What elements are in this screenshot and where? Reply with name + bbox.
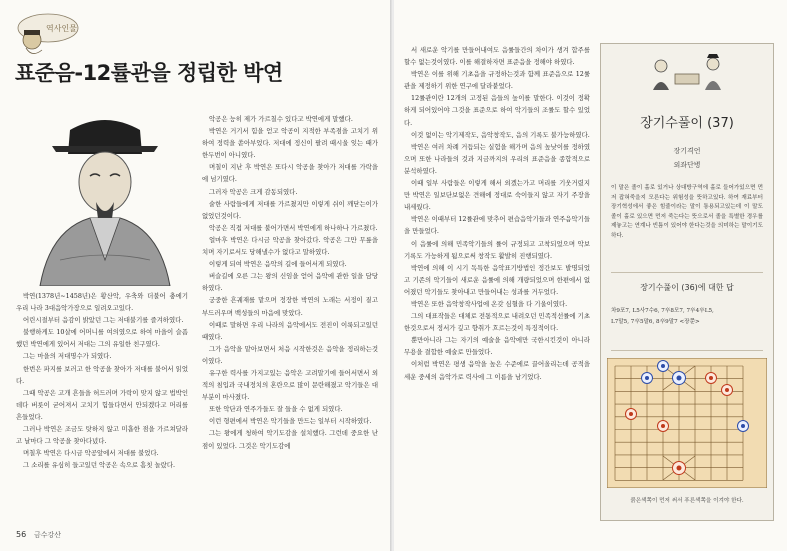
janggi-board (607, 358, 767, 488)
paragraph: 이 음률에 의해 민족악기들의 률이 규정되고 고착되었으며 악보기록도 가능하게 됨으로써 창작도 활발히 진행되였다. (404, 239, 590, 260)
janggi-piece (706, 373, 717, 384)
janggi-players-illustration (645, 52, 729, 92)
janggi-piece (658, 361, 669, 372)
janggi-piece (658, 421, 669, 432)
divider (611, 272, 763, 273)
paragraph: 이때로 말하면 우리 나라의 음악에서도 전진이 이룩되고있던 때였다. (202, 320, 378, 341)
sidebar-subtitle: 장기격언 (673, 147, 701, 155)
paragraph: 유구한 력사를 가지고있는 음악은 고려말기에 들어서면서 외적의 침입과 국내정치의 혼란으로 많이 문란해졌고 악기들은 대부분이 마사졌다. (202, 368, 378, 402)
paragraph: 그때 악공은 고개 흔들을 허드러며 가락이 맞지 않고 법박인데다 버릇이 굳어져서 고치기 힘들다면서 안되겠다고 머리를 흔들었다. (16, 388, 188, 421)
paragraph: 며칠후 박연은 다시금 악공앞에서 저대를 불었다. (23, 449, 159, 458)
paragraph: 며칠이 지난 후 박연은 또다시 악공을 찾아가 저대를 가락을에 넘기였다. (202, 163, 378, 184)
paragraph: 박연은 거기서 힘을 얻고 악공이 지적한 부족점을 고치기 위하여 정력을 쏟아부었다. 저대에 정신이 팔려 때시울 잊는 때가 한두번이 아니였다. (202, 127, 378, 160)
left-page (0, 0, 392, 551)
paragraph: 그 소리를 유심히 들고있던 악공은 속으로 흠칫 놀랐다. (23, 461, 176, 470)
answer-title: 장기수풀이 (36)에 대한 답 (640, 283, 734, 292)
magazine-name: 금수강산 (34, 531, 62, 539)
sidebar-proverb: 외좌단병 (673, 161, 701, 169)
paragraph: 이렇게 되여 박연은 음악의 길에 들어서게 되였다. (209, 260, 347, 269)
janggi-piece (642, 373, 653, 384)
paragraph: 그러나 박연은 조금도 탓하지 않고 미흡한 점을 가르쳐달라고 날마다 그 악공을 찾아다녔다. (16, 425, 188, 446)
paragraph: 이런 형편에서 박연은 악기들을 만드는 일부터 시작하였다. (209, 417, 372, 426)
article-column-3 (404, 44, 590, 383)
divider (611, 350, 763, 351)
paragraph: 숱한 사람들에게 저대를 가르쳤지만 이렇게 쉬이 깨닫는이가 없었던것이다. (202, 199, 378, 220)
paragraph: 그는 마을의 저대명수가 되였다. (23, 352, 112, 361)
answer-line: L7말5, 7卒5말6, 8卒9말7 <장쭌> (611, 319, 700, 325)
article-title: 표준음-12률관을 정립한 박연 (15, 61, 283, 85)
paragraph: 박연에 의해 이 시기 독특한 음악표기방법인 정간보도 발명되었고 기존의 악기들이 새로운 음률에 의해 개량되었으며 한편에서 없어졌던 악기들도 찾아내고 만들어내는 성과를 거두었다. (404, 263, 590, 296)
paragraph: 한번은 파지를 보러고 한 악공을 찾아가 저대를 불어서 읽었다. (16, 364, 188, 385)
paragraph: 또한 악단과 연주가들도 잘 들을 수 없게 되였다. (209, 405, 343, 414)
portrait-of-bak-yeon (30, 110, 180, 286)
janggi-piece (738, 421, 749, 432)
janggi-piece (626, 409, 637, 420)
paragraph: 이때 일부 사람들은 이렇게 해서 외겠는가고 머리를 기웃거렸지만 박연은 일보단보없은 견해에 정대로 숙이들지 않고 자기 주장을 내세웠다. (404, 179, 590, 212)
paragraph: 그가 음악을 맡아보면서 처음 시작한것은 음악을 정리하는것이였다. (202, 344, 378, 365)
paragraph: 박연은 또한 음악창작사업에 온갖 심혈을 다 기울이였다. (411, 299, 568, 308)
paragraph: 박연은 이때부터 12률관에 맞추어 편습음악기들과 연주음악기들을 만들었다. (404, 215, 590, 236)
answer-line: 차9포7, L5사7수6, 7卒8모7, 7卒4卒L5, (611, 308, 714, 314)
paragraph: 그는 왕에게 청하여 악기도감을 설치했다. 그런데 중요한 난점이 있었다. 그것은 악기도감에 (202, 429, 378, 450)
janggi-piece (673, 372, 686, 385)
sidebar-body-text: 이 말은 졸이 홀로 있거나 상대방구역에 홀로 들어가있으면 먼저 잡혀죽을지 모른다는 위험성을 뜻하고있다. 하여 재료부터 장기혁성에서 좋은 힘줄이라는 말이 통용되고있는데 이 말도 졸이 홀로 있으면 먼저 죽는다는 뜻으로서 졸을 특별한 경우를 제놓고는 연계나 빈틈이 있어야 한다는것을 의미하는 말이기도 하다. (611, 185, 763, 239)
sidebar-title: 장기수풀이 (37) (640, 116, 734, 131)
paragraph: 악공은 직접 저대를 불어가면서 박연에게 하나하나 가르쳤다. (209, 223, 378, 232)
right-page (394, 0, 787, 551)
paragraph: 서 새로운 악기를 만들어내여도 음률들간의 차이가 생겨 합주를 할수 없는것이였다. 이를 해결하자면 표준음을 정해야 하였다. (404, 46, 590, 67)
paragraph: 박연은 이를 위해 기초음을 규정하는것과 함께 표준음으로 12률관을 제정하기 위한 연구에 달라붙었다. (404, 70, 590, 91)
emblem-label: 역사인물 (46, 24, 77, 33)
paragraph: 악공은 능히 제가 가르칠수 있다고 박연에게 말했다. (209, 115, 353, 123)
janggi-piece (722, 385, 733, 396)
answer-moves (611, 306, 763, 328)
janggi-piece (673, 462, 686, 475)
paragraph: 이처럼 박연은 평생 음악을 높은 수준에로 끌어올리는데 공적을 세운 중세의 음악가로 력사에 그 이름을 남기었다. (404, 360, 590, 381)
paragraph: 그의 대표작들은 대체로 전통적으로 내려오던 민족적선률에 기초한것으로서 정서가 깊고 향취가 흐르는것이 특징적이다. (404, 312, 590, 333)
paragraph: 박연은 여러 차례 거듭되는 실험을 해가며 음의 높낮이를 정하였으며 또한 나라들의 것과 지금까지의 우리의 표준음을 종합적으로 분석하였다. (404, 142, 590, 175)
paragraph: 박연(1378년~1458년)은 황산악, 우축와 더불어 충에기 우리 나라 3대음악가장으로 일려오고있다. (16, 292, 188, 313)
page-number: 56 (16, 530, 27, 539)
paragraph: 어린시절부터 음감이 밝았던 그는 저대불기를 즐겨하였다. (23, 316, 184, 325)
paragraph: 불행하게도 10살에 어머니를 여의였으로 하여 마을이 슬픔했던 박연에게 있어서 저대는 그의 유일한 친구였다. (16, 328, 188, 349)
paragraph: 이것 없이는 악기제작도, 음악창작도, 음의 기록도 불가능하였다. (411, 130, 590, 139)
history-figure-emblem (12, 10, 84, 62)
paragraph: 얼마후 박연은 다시금 악공을 찾아갔다. 악공은 그만 무릎을 치며 자기로서도 당해낼수가 없다고 말하였다. (202, 235, 378, 257)
paragraph: 그러자 악공은 크게 감동되였다. (209, 187, 298, 196)
paragraph: 뿐만아니라 그는 자기의 예술을 음악에만 국한시킨것이 아니라 무용을 결합한 예술로 만들었다. (404, 336, 590, 357)
article-column-2 (202, 113, 378, 452)
paragraph: 궁중한 흔궤재를 맡으며 정장한 박연의 노래는 서정이 짙고 부드러우며 백성들의 마음에 맞았다. (202, 296, 378, 317)
paragraph: 12률관이란 12개의 고정된 음들의 높이를 말한다. 이것이 정확하게 되어있어야 그것을 표준으로 하여 악기들의 조률도 할수 있었다. (404, 94, 590, 127)
paragraph: 버슬길에 오른 그는 왕의 신임을 얻어 음악에 관한 일을 담당하였다. (202, 272, 378, 293)
janggi-puzzle-sidebar (600, 43, 774, 521)
article-column-1 (16, 290, 188, 471)
board-caption: 붉은색쪽이 먼저 써서 푸른색쪽을 이겨야 한다. (630, 498, 744, 504)
